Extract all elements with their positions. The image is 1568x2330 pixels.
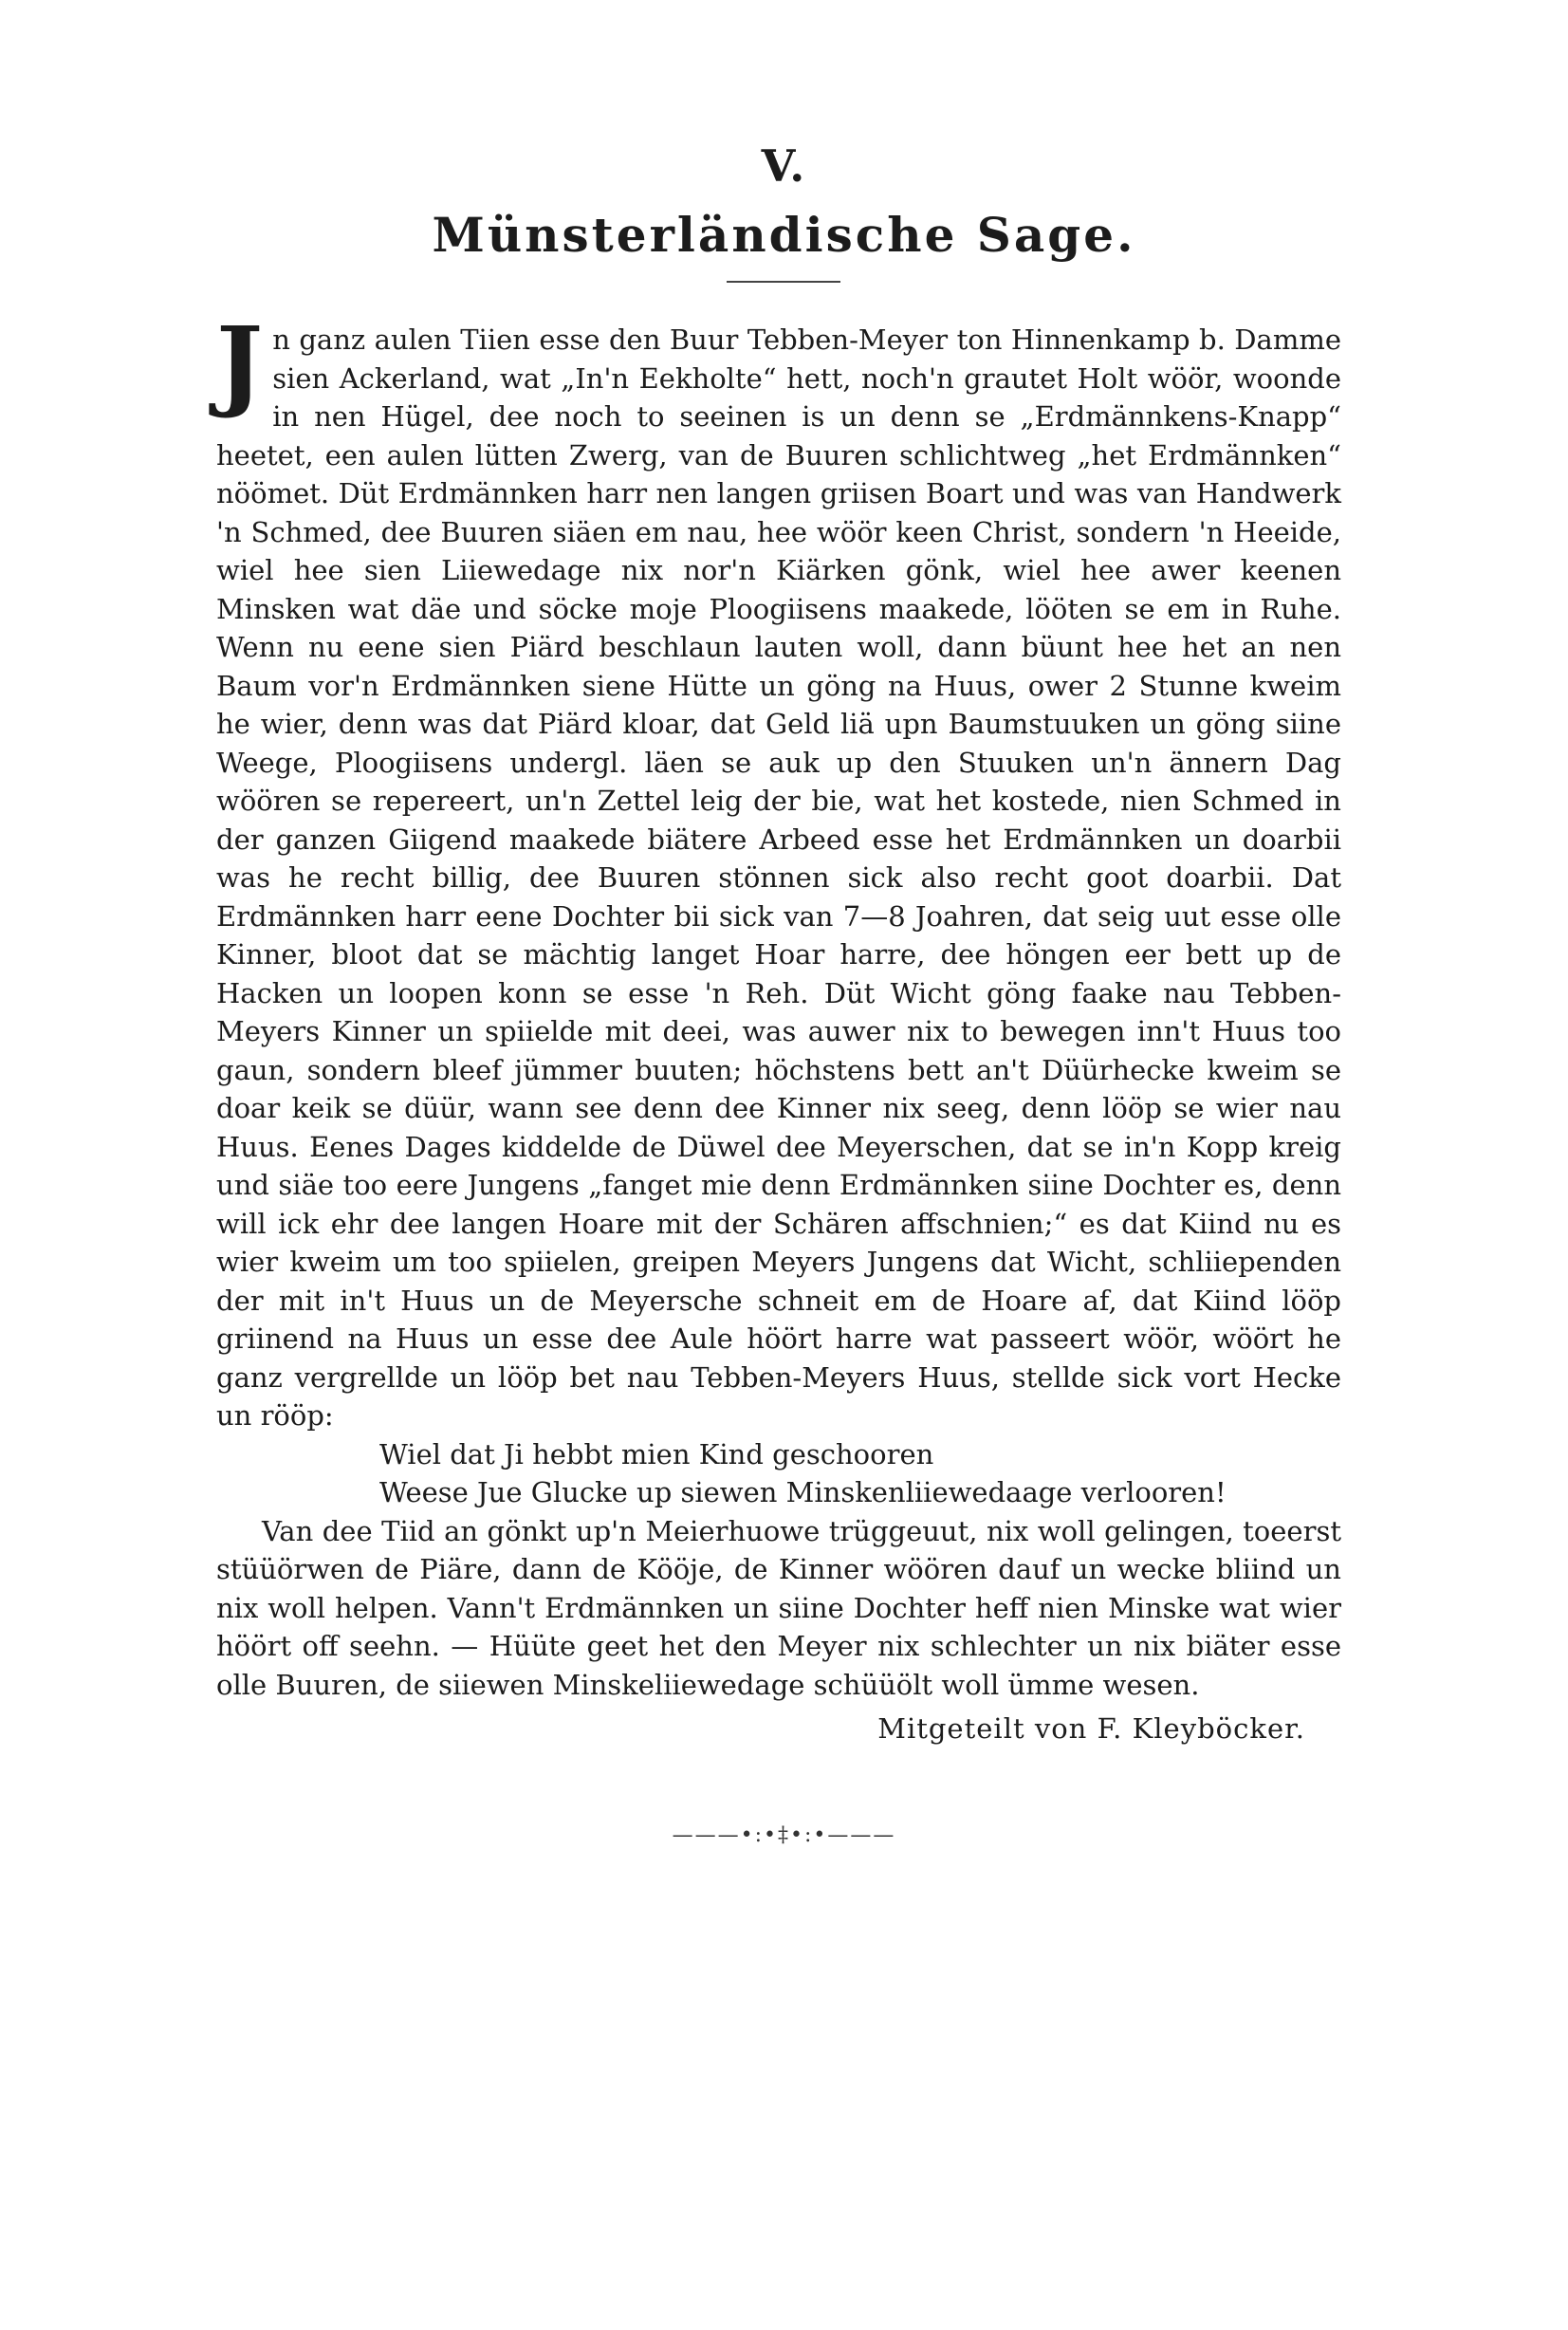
- drop-cap-initial: J: [216, 305, 264, 421]
- page-title: Münsterländische Sage.: [432, 207, 1136, 263]
- verse-line-2: Weese Jue Glucke up siewen Minskenliiewedaage verlooren!: [379, 1476, 1227, 1508]
- chapter-number: V.: [761, 140, 807, 192]
- paragraph-1-text: n ganz aulen Tiien esse den Buur Tebben-Meyer ton Hinnenkamp b. Damme sien Ackerland, wat „In'n Eekholte“ hett, noch'n grautet Holt wöör, woonde in nen Hügel, dee noch to seeinen is un denn se „Erdmännkens-Knapp“ heetet, een aulen lütten Zwerg, van de Buuren schlichtweg „het Erdmännken“ nöömet. Düt Erdmännken harr nen langen griisen Boart und was van Handwerk 'n Schmed, dee Buuren siäen em nau, hee wöör keen Christ, sondern 'n Heeide, wiel hee sien Liiewedage nix nor'n Kiärken gönk, wiel hee awer keenen Minsken wat däe und söcke moje Ploogiisens maakede, lööten se em in Ruhe. Wenn nu eene sien Piärd beschlaun lauten woll, dann büunt hee het an nen Baum vor'n Erdmännken siene Hütte un göng na Huus, ower 2 Stunne kweim he wier, denn was dat Piärd kloar, dat Geld liä upn Baumstuuken un göng siine Weege, Ploogiisens undergl. läen se auk up den Stuuken un'n ännern Dag wöören se repereert, un'n Zettel leig der bie, wat het kostede, nien Schmed in der ganzen Giigend maakede biätere Arbeed esse het Erdmännken un doarbii was he recht billig, dee Buuren stönnen sick also recht goot doarbii. Dat Erdmännken harr eene Dochter bii sick van 7—8 Joahren, dat seig uut esse olle Kinner, bloot dat se mächtig langet Hoar harre, dee höngen eer bett up de Hacken un loopen konn se esse 'n Reh. Düt Wicht göng faake nau Tebben-Meyers Kinner un spiielde mit deei, was auwer nix to bewegen inn't Huus too gaun, sondern bleef jümmer buuten; höchstens bett an't Düürhecke kweim se doar keik se düür, wann see denn dee Kinner nix seeg, denn lööp se wier nau Huus. Eenes Dages kiddelde de Düwel dee Meyerschen, dat se in'n Kopp kreig und siäe too eere Jungens „fanget mie denn Erdmännken siine Dochter es, denn will ick ehr dee langen Hoare mit der Schären affschnien;“ es dat Kiind nu es wier kweim um too spiielen, greipen Meyers Jungens dat Wicht, schliiependen der mit in't Huus un de Meyersche schneit em de Hoare af, dat Kiind lööp griinend na Huus un esse dee Aule höört harre wat passeert wöör, wöört he ganz vergrellde un lööp bet nau Tebben-Meyers Huus, stellde sick vort Hecke un rööp:: [216, 324, 1341, 1432]
- signature: Mitgeteilt von F. Kleyböcker.: [877, 1712, 1305, 1745]
- verse-line-1: Wiel dat Ji hebbt mien Kind geschooren: [379, 1437, 934, 1470]
- paragraph-2: Van dee Tiid an gönkt up'n Meierhuowe trüggeuut, nix woll gelingen, toeerst stüüörwen de Piäre, dann de Kööje, de Kinner wöören dauf un wecke bliind un nix woll helpen. Vann't Erdmännken un siine Dochter heff nien Minske wat wier höört off seehn. — Hüüte geet het den Meyer nix schlechter un nix biäter esse olle Buuren, de siiewen Minskeliiewedage schüüölt woll ümme wesen.: [216, 1514, 1341, 1701]
- story-text: [216, 305, 1341, 1748]
- title-divider: [727, 281, 840, 283]
- paragraph-1: [216, 305, 1341, 1435]
- ornament-divider: ———•:•‡•:•———: [672, 1823, 896, 1847]
